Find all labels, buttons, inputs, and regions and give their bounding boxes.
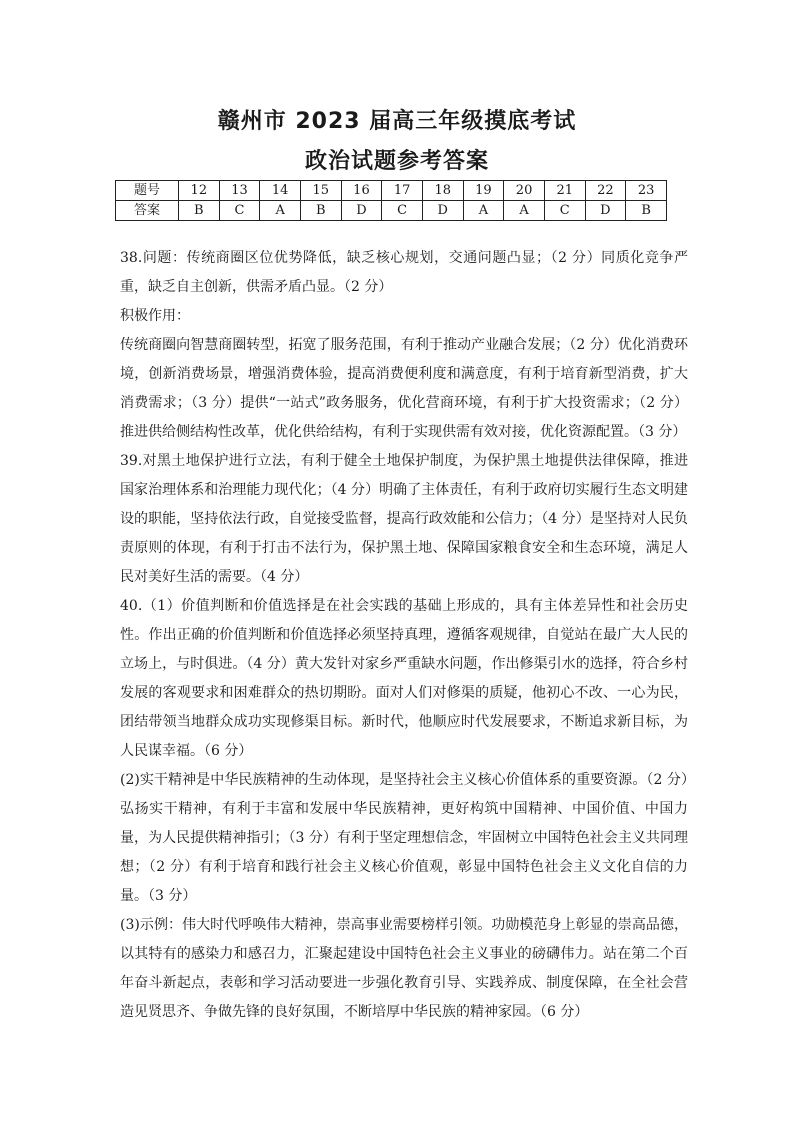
page-subtitle: 政治试题参考答案 <box>304 149 489 174</box>
row-label-number: 题号 <box>116 181 179 201</box>
answer-cell: C <box>382 201 423 221</box>
answer-cell: B <box>626 201 667 221</box>
q40-part3: (3)示例：伟大时代呼唤伟大精神，崇高事业需要榜样引领。功勋模范身上彰显的崇高品德，以其特有的感染力和感召力，汇聚起建设中国特色社会主义事业的磅礴伟力。站在第二个百年奋斗新起点，表彰和学习活动要进一步强化教育引导、实践养成、制度保障，在全社会营造见贤思齐、争做先锋的良好氛围，不断培厚中华民族的精神家园。（6 分） <box>120 917 688 1020</box>
question-number: 19 <box>463 181 504 201</box>
answer-row <box>116 201 667 221</box>
answer-cell: D <box>341 201 382 221</box>
answer-cell: D <box>422 201 463 221</box>
question-number: 17 <box>382 181 423 201</box>
question-number: 14 <box>260 181 301 201</box>
question-number: 15 <box>300 181 341 201</box>
question-number: 20 <box>504 181 545 201</box>
answer-cell: C <box>544 201 585 221</box>
q39-answer: 39.对黑土地保护进行立法，有利于健全土地保护制度，为保护黑土地提供法律保障，推进国家治理体系和治理能力现代化；（4 分）明确了主体责任，有利于政府切实履行生态文明建设的职能，坚持依法行政，自觉接受监督，提高行政效能和公信力；（4 分）是坚持对人民负责原则的体现，有利于打击不法行为，保护黑土地、保障国家粮食安全和生态环境，满足人民对美好生活的需要。（4 分） <box>120 453 688 585</box>
page-title: 赣州市 2023 届高三年级摸底考试 <box>217 109 577 134</box>
question-number: 21 <box>544 181 585 201</box>
question-number-row <box>116 181 667 201</box>
answer-cell: A <box>260 201 301 221</box>
question-number: 18 <box>422 181 463 201</box>
q38-problem: 38.问题：传统商圈区位优势降低，缺乏核心规划，交通问题凸显；（2 分）同质化竞争严重，缺乏自主创新，供需矛盾凸显。（2 分） <box>120 250 688 295</box>
q38-role-heading: 积极作用： <box>120 308 190 324</box>
question-number: 23 <box>626 181 667 201</box>
answer-body <box>120 244 688 1027</box>
question-number: 16 <box>341 181 382 201</box>
q38-role: 传统商圈向智慧商圈转型，拓宽了服务范围，有利于推动产业融合发展；（2 分）优化消费环境，创新消费场景，增强消费体验，提高消费便利度和满意度，有利于培育新型消费，扩大消费需求；（3 分）提供“一站式”政务服务，优化营商环境，有利于扩大投资需求；（2 分）推进供给侧结构性改革，优化供给结构，有利于实现供需有效对接，优化资源配置。（3 分） <box>120 337 688 440</box>
question-number: 12 <box>179 181 220 201</box>
answer-cell: B <box>179 201 220 221</box>
q40-part2: (2)实干精神是中华民族精神的生动体现，是坚持社会主义核心价值体系的重要资源。（2 分）弘扬实干精神，有利于丰富和发展中华民族精神，更好构筑中国精神、中国价值、中国力量，为人民提供精神指引；（3 分）有利于坚定理想信念，牢固树立中国特色社会主义共同理想；（2 分）有利于培育和践行社会主义核心价值观，彰显中国特色社会主义文化自信的力量。（3 分） <box>120 772 688 904</box>
question-number: 22 <box>585 181 626 201</box>
answer-cell: A <box>463 201 504 221</box>
question-number: 13 <box>219 181 260 201</box>
answer-cell: C <box>219 201 260 221</box>
answer-table <box>115 180 667 221</box>
answer-cell: B <box>300 201 341 221</box>
answer-cell: A <box>504 201 545 221</box>
answer-cell: D <box>585 201 626 221</box>
row-label-answer: 答案 <box>116 201 179 221</box>
q40-part1: 40.（1）价值判断和价值选择是在社会实践的基础上形成的，具有主体差异性和社会历史性。作出正确的价值判断和价值选择必须坚持真理，遵循客观规律，自觉站在最广大人民的立场上，与时俱进。（4 分）黄大发针对家乡严重缺水问题，作出修渠引水的选择，符合乡村发展的客观要求和困难群众的热切期盼。面对人们对修渠的质疑，他初心不改、一心为民，团结带领当地群众成功实现修渠目标。新时代，他顺应时代发展要求，不断追求新目标，为人民谋幸福。（6 分） <box>120 598 688 759</box>
